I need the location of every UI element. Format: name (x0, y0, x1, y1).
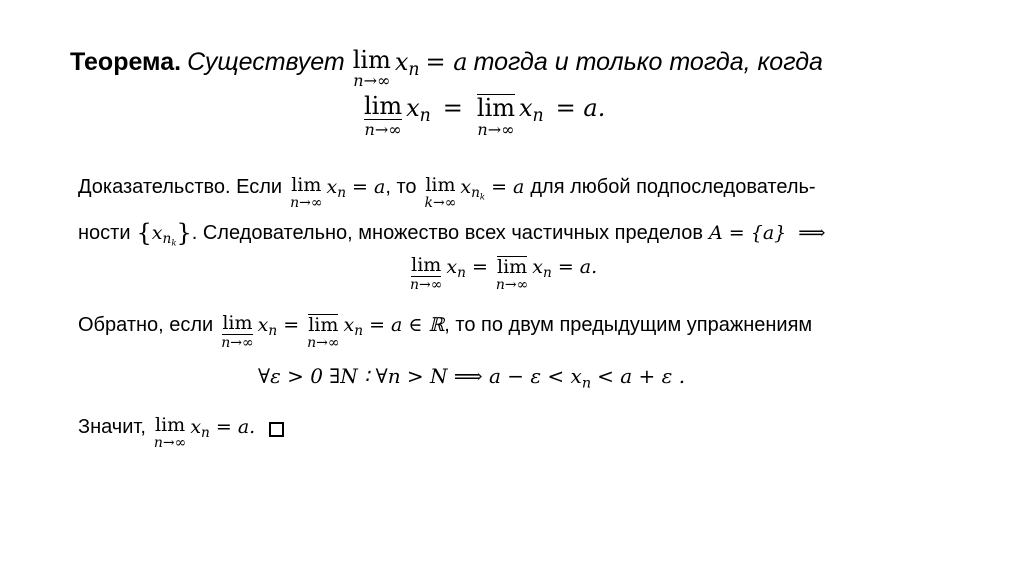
theorem-label: Теорема. (70, 48, 182, 76)
limit: lim n→∞ (153, 414, 187, 451)
upper-limit: lim n→∞ (495, 256, 529, 293)
proof-text: Доказательство. Если (78, 176, 283, 198)
proof-text: Значит, (78, 416, 146, 438)
theorem-statement-line-1 (70, 48, 823, 89)
brace: { (136, 219, 152, 247)
proof-line-6 (78, 416, 284, 450)
lower-limit: lim n→∞ (221, 312, 254, 351)
implies-sign: ⟹ (798, 222, 826, 244)
proof-text: Обратно, если (78, 314, 214, 336)
brace: } (176, 219, 192, 247)
limit: lim n→∞ (290, 174, 323, 211)
proof-text: , то (385, 176, 417, 198)
lower-limit: lim n→∞ (364, 92, 403, 139)
sequence-term: $x_n$ (190, 416, 210, 442)
sequence-term: $x_n$ (343, 314, 364, 340)
upper-limit: lim n→∞ (307, 314, 340, 351)
sequence-term: $x_n$ (446, 256, 466, 282)
proof-line-4 (78, 314, 812, 350)
equals-a-in-reals: = a ∈ ℝ (369, 314, 445, 336)
sequence-term: $x_n$ (394, 48, 420, 81)
partial-limits-set: A = {a} (709, 222, 787, 244)
subsequence-term: $x_{n_k}$ (460, 176, 486, 202)
equals-a: = a (352, 176, 386, 198)
sequence-term: $x_n$ (519, 94, 544, 127)
equals-a: = a. (557, 256, 598, 278)
proof-text: ности (78, 222, 131, 244)
theorem-condition: тогда и только тогда, когда (473, 48, 823, 76)
proof-line-3 (408, 256, 597, 292)
proof-text: для любой подпоследователь- (530, 176, 816, 198)
qed-square-icon (269, 422, 284, 437)
upper-limit: lim n→∞ (476, 94, 515, 139)
sequence-term: $x_n$ (406, 94, 431, 127)
sequence-term: $x_n$ (326, 176, 347, 202)
equals-sign: = (442, 94, 463, 122)
equals-sign: = (283, 314, 300, 336)
theorem-statement-line-2 (362, 94, 605, 138)
epsilon-condition: ∀ε > 0 ∃N ∶ ∀n > N ⟹ a − ε < x (258, 364, 582, 388)
lower-limit: lim n→∞ (410, 254, 443, 293)
proof-line-1 (78, 176, 816, 210)
equals-a: = a (425, 48, 468, 76)
proof-line-2 (78, 219, 826, 248)
sequence-term: $x_n$ (257, 314, 278, 340)
proof-text: , то по двум предыдущим упражнениям (444, 314, 813, 336)
subsequence-term: $x_{n_k}$ (151, 222, 177, 248)
subsequence-limit: lim k→∞ (424, 174, 457, 211)
sequence-term: $x_n$ (532, 256, 552, 282)
theorem-intro: Существует (187, 48, 345, 76)
equals-a: = a. (555, 94, 606, 122)
equals-a: = a (491, 176, 525, 198)
proof-line-5: ∀ε > 0 ∃N ∶ ∀n > N ⟹ a − ε < x $_n$ < a + ε . (258, 364, 686, 392)
proof-text: . Следовательно, множество всех частичных пределов (191, 222, 704, 244)
epsilon-bound: < a + ε . (597, 364, 686, 388)
limit: lim n→∞ (352, 46, 391, 90)
equals-sign: = (471, 256, 488, 278)
equals-a: = a. (215, 416, 256, 438)
